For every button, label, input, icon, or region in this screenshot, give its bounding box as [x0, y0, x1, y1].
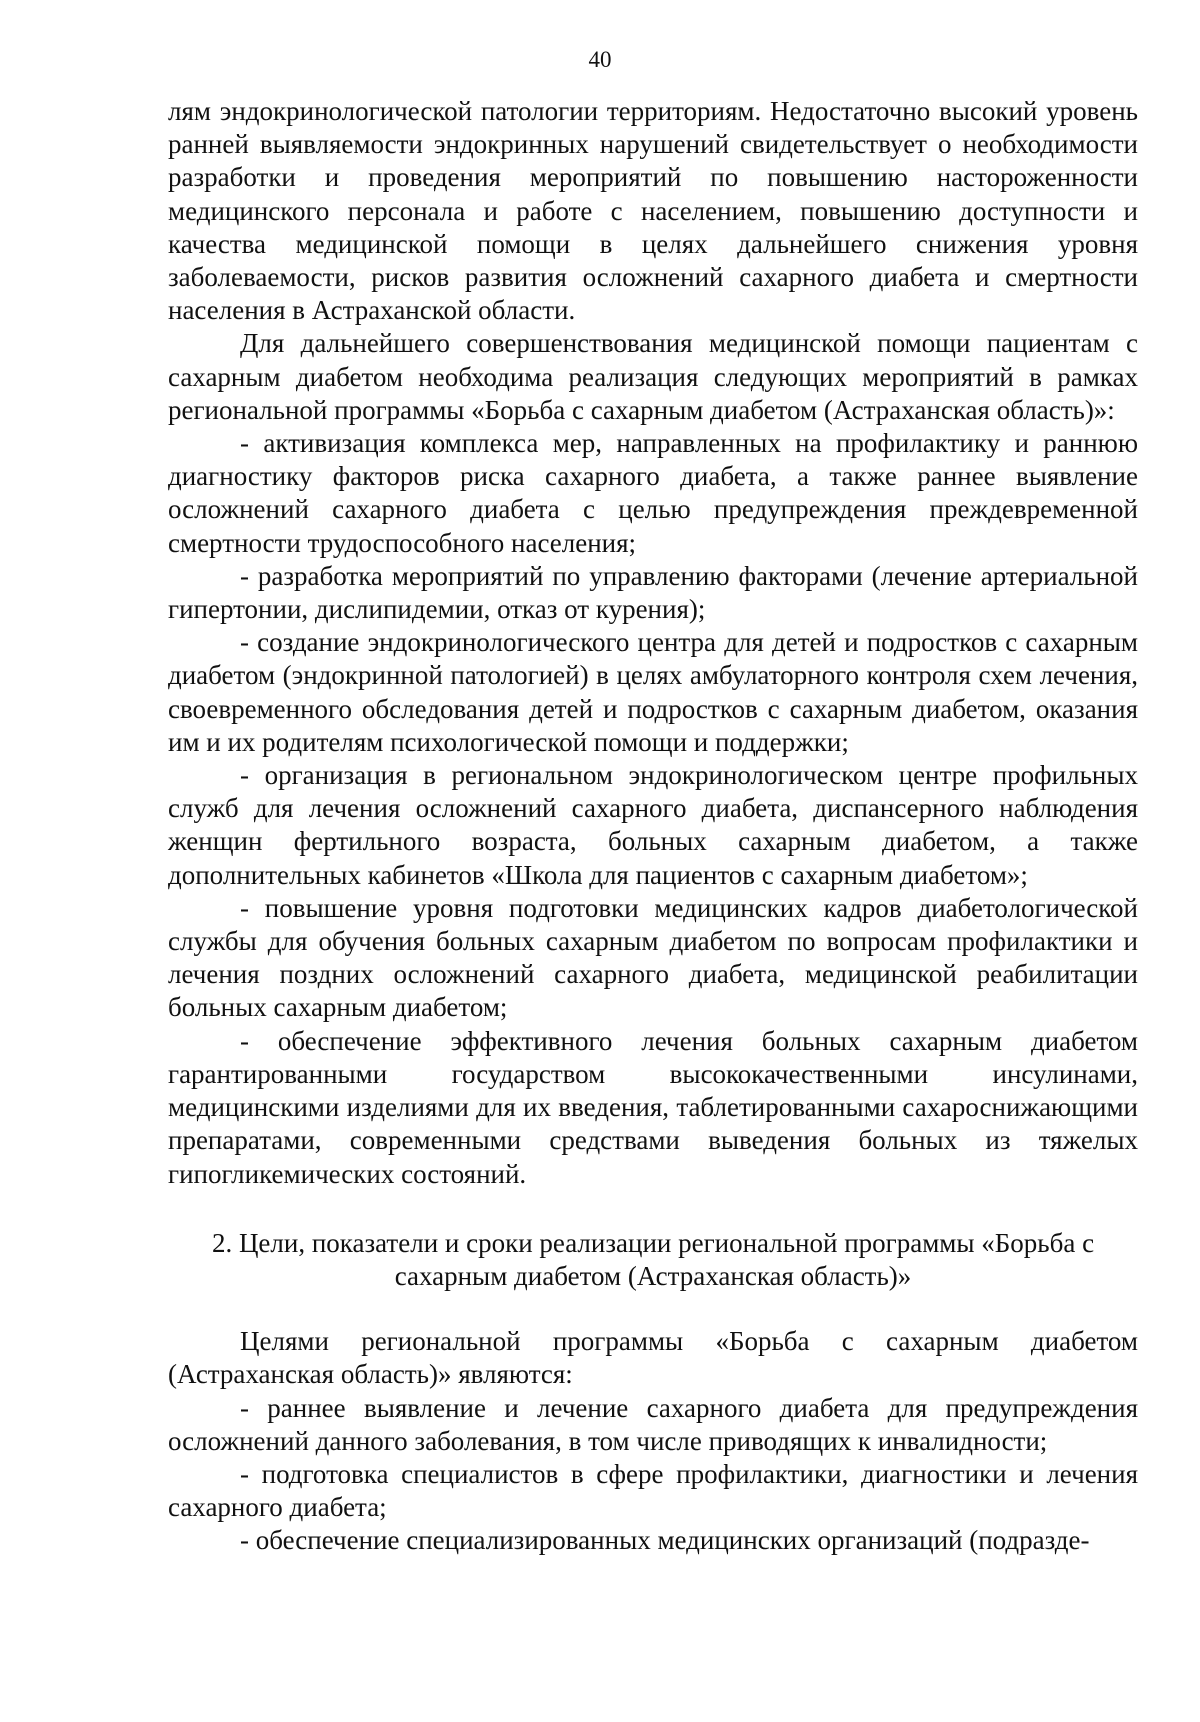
section-heading: 2. Цели, показатели и сроки реализации региональной программы «Борьба с сахарным диабетом (Астраханская область)» [211, 1227, 1095, 1291]
list-item-goal-organizations: - обеспечение специализированных медицинских организаций (подразде- [240, 1525, 1090, 1556]
paragraph-goals-intro: Целями региональной программы «Борьба с сахарным диабетом (Астраханская область)» являются: [168, 1326, 1138, 1390]
list-item-goal-specialists: - подготовка специалистов в сфере профилактики, диагностики и лечения сахарного диабета; [168, 1458, 1138, 1523]
paragraph-continuation: лям эндокринологической патологии территориям. Недостаточно высокий уровень ранней выявляемости эндокринных нарушений свидетельствует о необходимости разработки и проведения мероприятий по повышению настороженности медицинского персонала и работе с населением, повышению доступности и качества медицинской помощи в целях дальнейшего снижения уровня заболеваемости, рисков развития осложнений сахарного диабета и смертности населения в Астраханской области. [168, 96, 1138, 326]
list-item-treatment: - обеспечение эффективного лечения больных сахарным диабетом гарантированными государством высококачественными инсулинами, медицинскими изделиями для их введения, таблетированными сахароснижающими препаратами, современными средствами выведения больных из тяжелых гипогликемических состояний. [168, 1025, 1138, 1189]
list-item-goal-early-detection: - раннее выявление и лечение сахарного диабета для предупреждения осложнений данного заболевания, в том числе приводящих к инвалидности; [168, 1392, 1138, 1456]
paragraph-measures-intro: Для дальнейшего совершенствования медицинской помощи пациентам с сахарным диабетом необходима реализация следующих мероприятий в рамках региональной программы «Борьба с сахарным диабетом (Астраханская область)»: [168, 328, 1138, 425]
list-item-regional-center: - организация в региональном эндокринологическом центре профильных служб для лечения осложнений сахарного диабета, диспансерного наблюдения женщин фертильного возраста, больных сахарным диабетом, а также дополнительных кабинетов «Школа для пациентов с сахарным диабетом»; [168, 760, 1138, 890]
page-number: 40 [588, 47, 612, 72]
list-item-risk-factors: - разработка мероприятий по управлению факторами (лечение артериальной гипертонии, дислипидемии, отказ от курения); [168, 560, 1138, 625]
list-item-staff-training: - повышение уровня подготовки медицинских кадров диабетологической службы для обучения больных сахарным диабетом по вопросам профилактики и лечения поздних осложнений сахарного диабета, медицинской реабилитации больных сахарным диабетом; [168, 892, 1138, 1023]
list-item-children-center: - создание эндокринологического центра для детей и подростков с сахарным диабетом (эндокринной патологией) в целях амбулаторного контроля схем лечения, своевременного обследования детей и подростков с сахарным диабетом, оказания им и их родителям психологической помощи и поддержки; [168, 627, 1138, 757]
list-item-activation: - активизация комплекса мер, направленных на профилактику и раннюю диагностику факторов риска сахарного диабета, а также раннее выявление осложнений сахарного диабета с целью предупреждения преждевременной смертности трудоспособного населения; [168, 428, 1138, 558]
document-body [168, 95, 1138, 1558]
